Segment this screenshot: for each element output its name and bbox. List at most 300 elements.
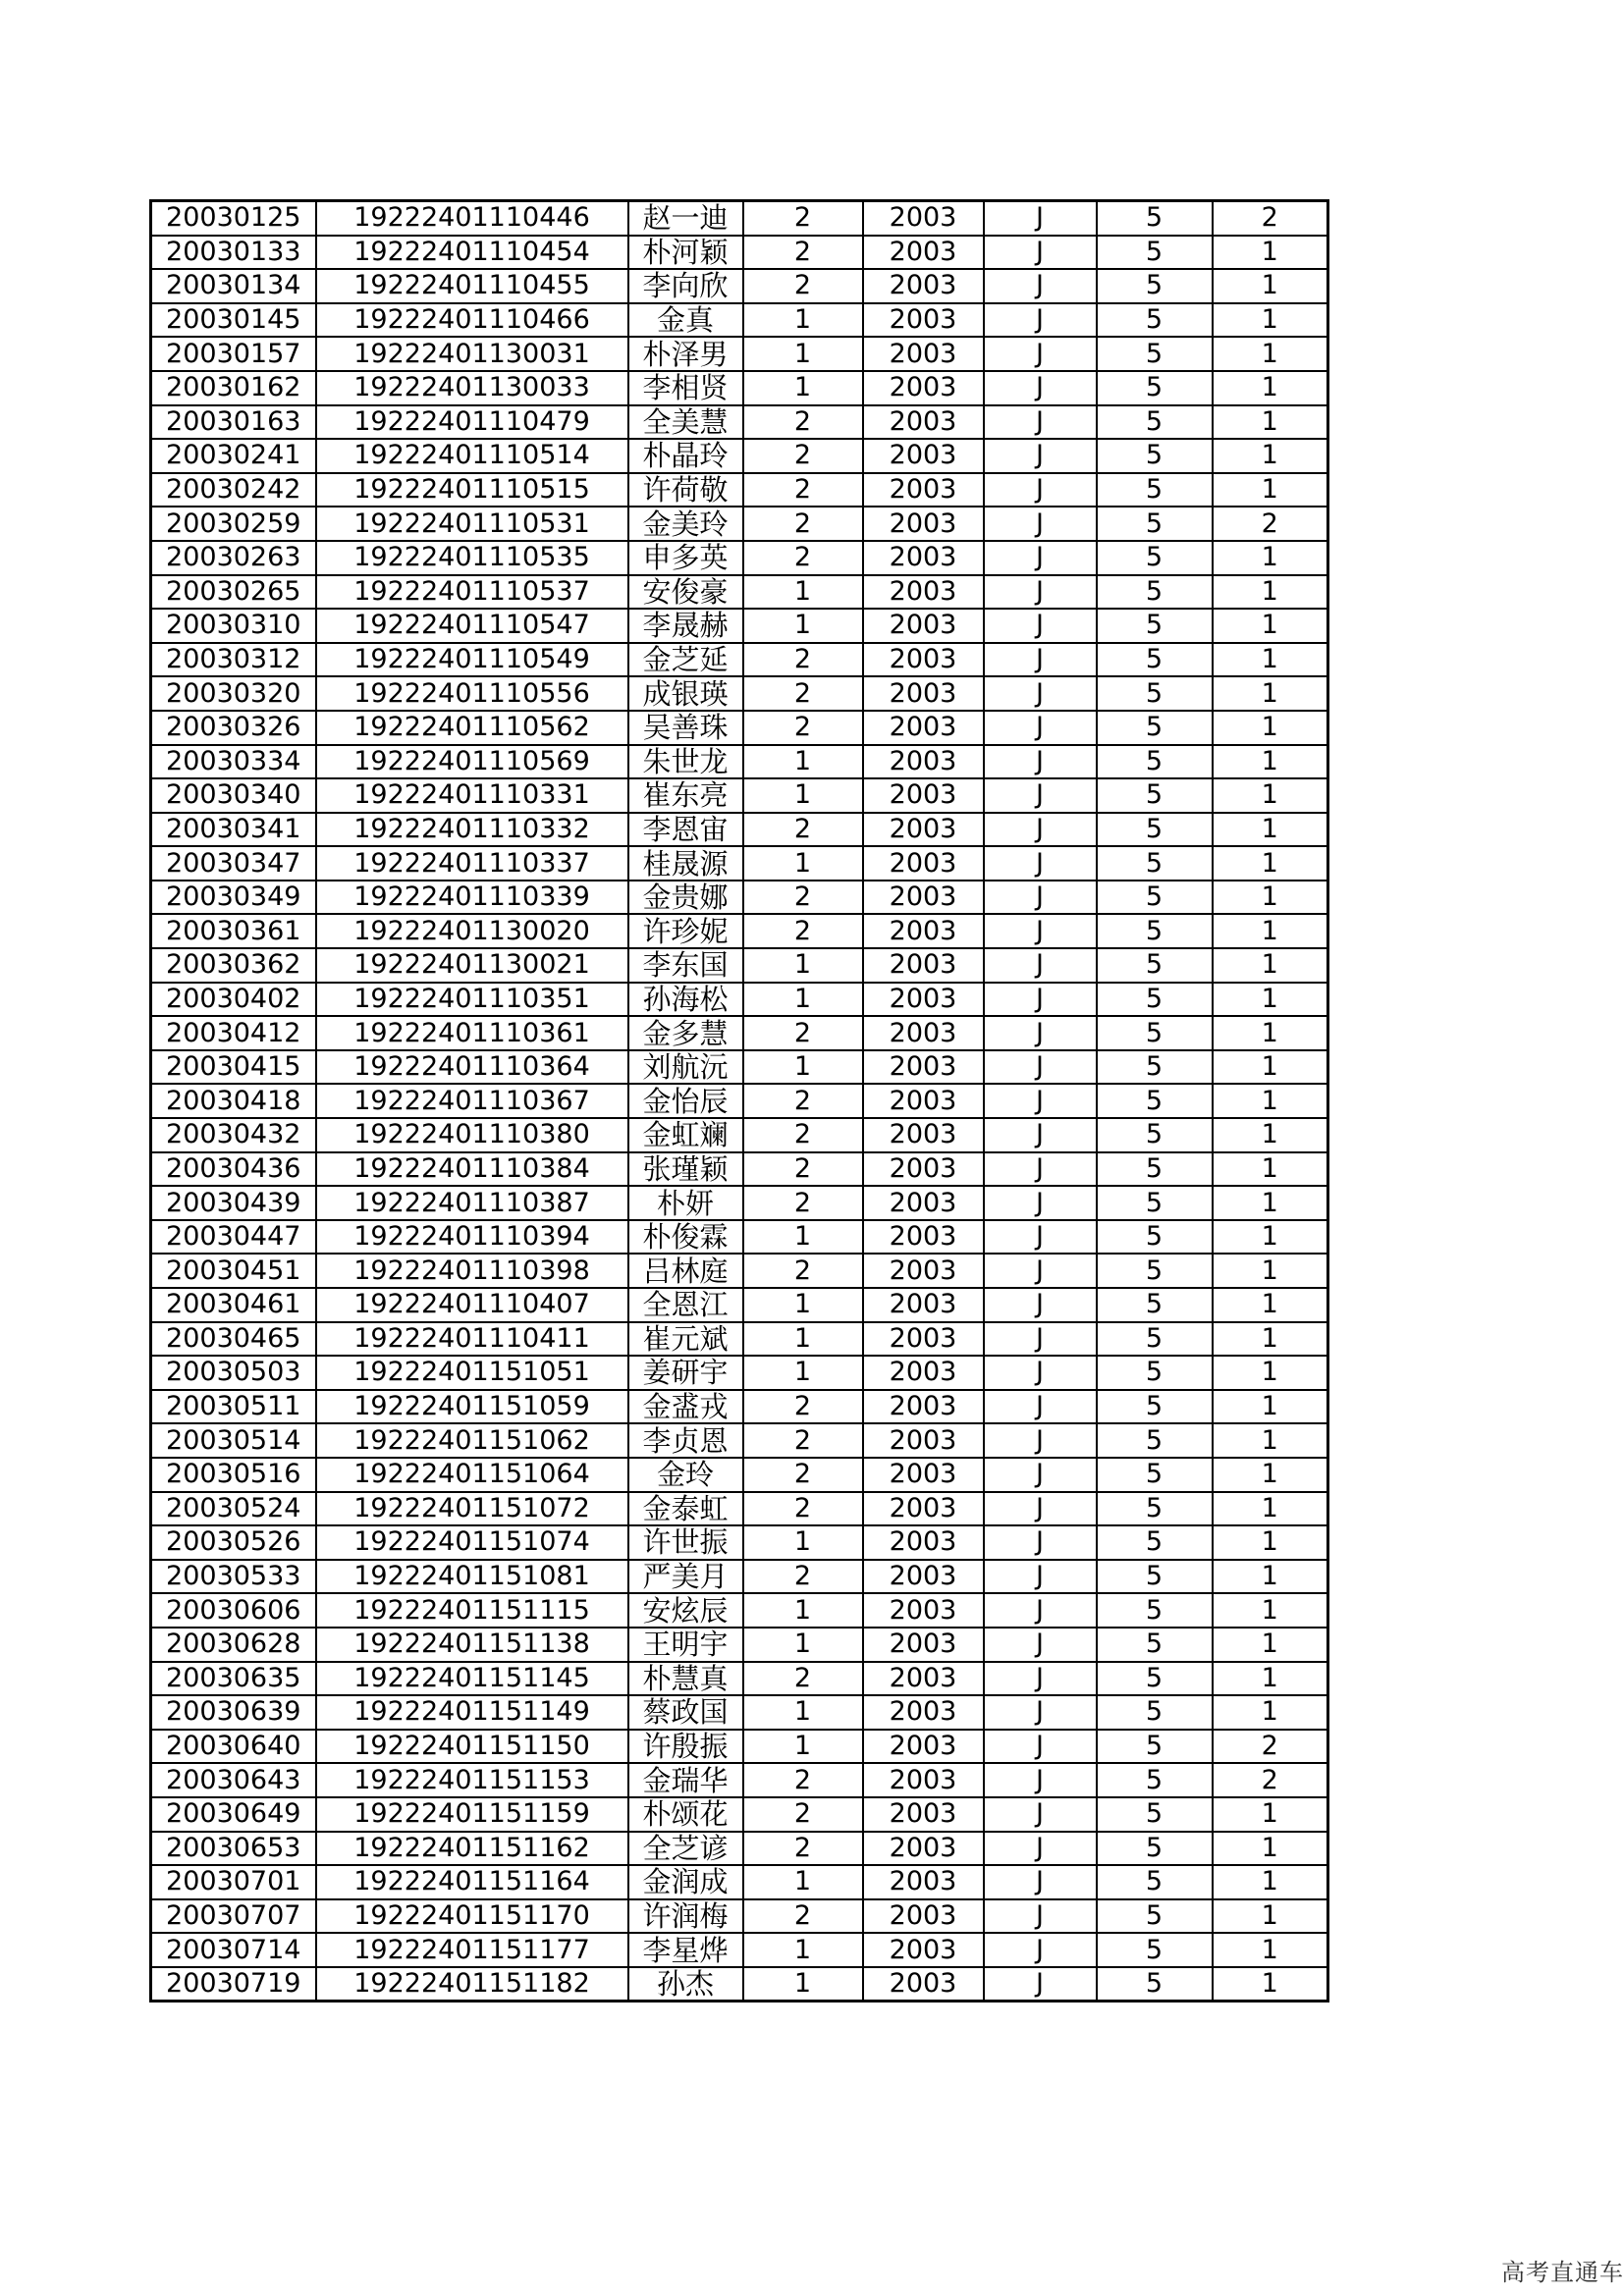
table-row (151, 337, 1328, 371)
table-row (151, 1356, 1328, 1390)
flag-cell: 1 (1213, 439, 1328, 473)
flag-cell: 1 (1213, 269, 1328, 303)
code-cell: 5 (1097, 1628, 1213, 1662)
code-cell: 5 (1097, 1084, 1213, 1118)
candidate-no-cell: 19222401151074 (316, 1525, 628, 1560)
candidate-no-cell: 19222401110384 (316, 1152, 628, 1187)
candidate-no-cell: 19222401110351 (316, 983, 628, 1017)
table-row (151, 1593, 1328, 1628)
candidate-no-cell: 19222401110556 (316, 676, 628, 711)
type-cell: J (984, 1832, 1097, 1866)
candidate-no-cell: 19222401110549 (316, 643, 628, 677)
footer-watermark: 高考直通车 (1501, 2259, 1624, 2286)
name-cell: 朴颂花 (628, 1797, 743, 1832)
exam-no-cell: 20030516 (151, 1458, 316, 1492)
type-cell: J (984, 1628, 1097, 1662)
name-cell: 孙杰 (628, 1967, 743, 2002)
flag-cell: 1 (1213, 1186, 1328, 1220)
type-cell: J (984, 881, 1097, 915)
flag-cell: 1 (1213, 948, 1328, 983)
candidate-no-cell: 19222401130021 (316, 948, 628, 983)
flag-cell: 1 (1213, 405, 1328, 440)
table-row (151, 201, 1328, 236)
type-cell: J (984, 1560, 1097, 1594)
year-cell: 2003 (863, 1084, 984, 1118)
flag-cell: 1 (1213, 711, 1328, 745)
flag-cell: 1 (1213, 1423, 1328, 1458)
exam-no-cell: 20030635 (151, 1662, 316, 1696)
type-cell: J (984, 201, 1097, 236)
code-cell: 5 (1097, 405, 1213, 440)
type-cell: J (984, 507, 1097, 541)
flag-cell: 1 (1213, 609, 1328, 643)
flag-cell: 2 (1213, 1763, 1328, 1797)
name-cell: 李晟赫 (628, 609, 743, 643)
table-row (151, 1797, 1328, 1832)
name-cell: 蔡政国 (628, 1695, 743, 1730)
exam-no-cell: 20030133 (151, 236, 316, 270)
code-cell: 5 (1097, 676, 1213, 711)
gender-cell: 2 (743, 1016, 863, 1050)
table-row (151, 507, 1328, 541)
name-cell: 崔元斌 (628, 1322, 743, 1357)
table-row (151, 1458, 1328, 1492)
name-cell: 金真 (628, 303, 743, 338)
type-cell: J (984, 983, 1097, 1017)
exam-no-cell: 20030511 (151, 1390, 316, 1424)
exam-no-cell: 20030503 (151, 1356, 316, 1390)
name-cell: 金瑞华 (628, 1763, 743, 1797)
exam-no-cell: 20030461 (151, 1288, 316, 1322)
table-row (151, 1186, 1328, 1220)
year-cell: 2003 (863, 1423, 984, 1458)
flag-cell: 2 (1213, 1730, 1328, 1764)
flag-cell: 1 (1213, 1593, 1328, 1628)
table-row (151, 1967, 1328, 2002)
name-cell: 全芝谚 (628, 1832, 743, 1866)
type-cell: J (984, 1390, 1097, 1424)
exam-no-cell: 20030347 (151, 846, 316, 881)
exam-no-cell: 20030263 (151, 541, 316, 575)
type-cell: J (984, 711, 1097, 745)
type-cell: J (984, 914, 1097, 948)
gender-cell: 2 (743, 1186, 863, 1220)
gender-cell: 2 (743, 1390, 863, 1424)
flag-cell: 1 (1213, 1084, 1328, 1118)
year-cell: 2003 (863, 1390, 984, 1424)
table-row (151, 1254, 1328, 1288)
candidate-no-cell: 19222401110531 (316, 507, 628, 541)
table-row (151, 1662, 1328, 1696)
name-cell: 赵一迪 (628, 201, 743, 236)
code-cell: 5 (1097, 1322, 1213, 1357)
name-cell: 李东国 (628, 948, 743, 983)
name-cell: 全美慧 (628, 405, 743, 440)
gender-cell: 1 (743, 371, 863, 405)
exam-no-cell: 20030432 (151, 1118, 316, 1152)
code-cell: 5 (1097, 745, 1213, 779)
type-cell: J (984, 1865, 1097, 1899)
name-cell: 严美月 (628, 1560, 743, 1594)
exam-no-cell: 20030349 (151, 881, 316, 915)
exam-no-cell: 20030606 (151, 1593, 316, 1628)
flag-cell: 1 (1213, 813, 1328, 847)
candidate-no-cell: 19222401151170 (316, 1899, 628, 1934)
code-cell: 5 (1097, 948, 1213, 983)
candidate-no-cell: 19222401110562 (316, 711, 628, 745)
table-row (151, 1423, 1328, 1458)
name-cell: 李向欣 (628, 269, 743, 303)
type-cell: J (984, 1662, 1097, 1696)
code-cell: 5 (1097, 609, 1213, 643)
table-row (151, 881, 1328, 915)
table-row (151, 473, 1328, 507)
exam-no-cell: 20030361 (151, 914, 316, 948)
flag-cell: 1 (1213, 1050, 1328, 1085)
gender-cell: 1 (743, 1050, 863, 1085)
exam-no-cell: 20030412 (151, 1016, 316, 1050)
flag-cell: 1 (1213, 1525, 1328, 1560)
exam-no-cell: 20030649 (151, 1797, 316, 1832)
code-cell: 5 (1097, 1763, 1213, 1797)
code-cell: 5 (1097, 473, 1213, 507)
candidate-no-cell: 19222401151164 (316, 1865, 628, 1899)
gender-cell: 2 (743, 1084, 863, 1118)
candidate-no-cell: 19222401151059 (316, 1390, 628, 1424)
code-cell: 5 (1097, 1967, 1213, 2002)
table-row (151, 1016, 1328, 1050)
year-cell: 2003 (863, 1899, 984, 1934)
candidate-no-cell: 19222401151145 (316, 1662, 628, 1696)
exam-no-cell: 20030259 (151, 507, 316, 541)
candidate-no-cell: 19222401151150 (316, 1730, 628, 1764)
flag-cell: 1 (1213, 1628, 1328, 1662)
table-row (151, 983, 1328, 1017)
year-cell: 2003 (863, 1525, 984, 1560)
gender-cell: 2 (743, 1832, 863, 1866)
candidate-no-cell: 19222401110394 (316, 1220, 628, 1255)
table-row (151, 1695, 1328, 1730)
candidate-no-cell: 19222401151159 (316, 1797, 628, 1832)
table-row (151, 269, 1328, 303)
type-cell: J (984, 609, 1097, 643)
table-row (151, 609, 1328, 643)
table-row (151, 236, 1328, 270)
type-cell: J (984, 1220, 1097, 1255)
candidate-no-cell: 19222401110514 (316, 439, 628, 473)
table-row (151, 676, 1328, 711)
exam-no-cell: 20030719 (151, 1967, 316, 2002)
year-cell: 2003 (863, 507, 984, 541)
table-row (151, 575, 1328, 610)
code-cell: 5 (1097, 846, 1213, 881)
gender-cell: 1 (743, 1322, 863, 1357)
gender-cell: 1 (743, 337, 863, 371)
flag-cell: 1 (1213, 983, 1328, 1017)
candidate-no-cell: 19222401130033 (316, 371, 628, 405)
exam-no-cell: 20030628 (151, 1628, 316, 1662)
year-cell: 2003 (863, 948, 984, 983)
exam-no-cell: 20030418 (151, 1084, 316, 1118)
table-row (151, 1832, 1328, 1866)
gender-cell: 2 (743, 541, 863, 575)
name-cell: 朴晶玲 (628, 439, 743, 473)
flag-cell: 1 (1213, 745, 1328, 779)
year-cell: 2003 (863, 371, 984, 405)
year-cell: 2003 (863, 1492, 984, 1526)
type-cell: J (984, 1593, 1097, 1628)
table-row (151, 745, 1328, 779)
name-cell: 朴泽男 (628, 337, 743, 371)
candidate-no-cell: 19222401130020 (316, 914, 628, 948)
code-cell: 5 (1097, 1186, 1213, 1220)
type-cell: J (984, 1423, 1097, 1458)
gender-cell: 1 (743, 1695, 863, 1730)
code-cell: 5 (1097, 1458, 1213, 1492)
name-cell: 朴妍 (628, 1186, 743, 1220)
type-cell: J (984, 1050, 1097, 1085)
year-cell: 2003 (863, 236, 984, 270)
candidate-no-cell: 19222401151072 (316, 1492, 628, 1526)
year-cell: 2003 (863, 473, 984, 507)
name-cell: 安炫辰 (628, 1593, 743, 1628)
type-cell: J (984, 439, 1097, 473)
exam-no-cell: 20030157 (151, 337, 316, 371)
code-cell: 5 (1097, 1933, 1213, 1967)
year-cell: 2003 (863, 1016, 984, 1050)
exam-no-cell: 20030320 (151, 676, 316, 711)
type-cell: J (984, 269, 1097, 303)
candidate-no-cell: 19222401110537 (316, 575, 628, 610)
candidate-no-cell: 19222401110479 (316, 405, 628, 440)
name-cell: 许殷振 (628, 1730, 743, 1764)
table-row (151, 405, 1328, 440)
flag-cell: 1 (1213, 881, 1328, 915)
candidate-no-cell: 19222401151153 (316, 1763, 628, 1797)
type-cell: J (984, 846, 1097, 881)
gender-cell: 1 (743, 1288, 863, 1322)
code-cell: 5 (1097, 1832, 1213, 1866)
code-cell: 5 (1097, 507, 1213, 541)
gender-cell: 2 (743, 236, 863, 270)
code-cell: 5 (1097, 439, 1213, 473)
candidate-no-cell: 19222401110455 (316, 269, 628, 303)
year-cell: 2003 (863, 1356, 984, 1390)
table-row (151, 1288, 1328, 1322)
table-row (151, 1763, 1328, 1797)
candidate-no-cell: 19222401110466 (316, 303, 628, 338)
code-cell: 5 (1097, 575, 1213, 610)
year-cell: 2003 (863, 1832, 984, 1866)
table-row (151, 1390, 1328, 1424)
year-cell: 2003 (863, 575, 984, 610)
exam-no-cell: 20030439 (151, 1186, 316, 1220)
candidate-no-cell: 19222401110398 (316, 1254, 628, 1288)
type-cell: J (984, 405, 1097, 440)
type-cell: J (984, 1186, 1097, 1220)
year-cell: 2003 (863, 201, 984, 236)
flag-cell: 1 (1213, 1492, 1328, 1526)
code-cell: 5 (1097, 778, 1213, 813)
type-cell: J (984, 813, 1097, 847)
name-cell: 金怡辰 (628, 1084, 743, 1118)
code-cell: 5 (1097, 201, 1213, 236)
code-cell: 5 (1097, 1152, 1213, 1187)
candidate-no-cell: 19222401110446 (316, 201, 628, 236)
flag-cell: 1 (1213, 575, 1328, 610)
flag-cell: 1 (1213, 1899, 1328, 1934)
flag-cell: 2 (1213, 507, 1328, 541)
table-row (151, 371, 1328, 405)
type-cell: J (984, 575, 1097, 610)
table-row (151, 1220, 1328, 1255)
type-cell: J (984, 337, 1097, 371)
flag-cell: 1 (1213, 541, 1328, 575)
table-row (151, 778, 1328, 813)
year-cell: 2003 (863, 1933, 984, 1967)
candidate-no-cell: 19222401110331 (316, 778, 628, 813)
year-cell: 2003 (863, 711, 984, 745)
year-cell: 2003 (863, 269, 984, 303)
candidate-no-cell: 19222401110367 (316, 1084, 628, 1118)
flag-cell: 1 (1213, 1220, 1328, 1255)
exam-no-cell: 20030447 (151, 1220, 316, 1255)
gender-cell: 1 (743, 1730, 863, 1764)
name-cell: 李恩宙 (628, 813, 743, 847)
gender-cell: 1 (743, 983, 863, 1017)
name-cell: 许润梅 (628, 1899, 743, 1934)
gender-cell: 1 (743, 1967, 863, 2002)
candidate-no-cell: 19222401110411 (316, 1322, 628, 1357)
code-cell: 5 (1097, 337, 1213, 371)
gender-cell: 2 (743, 1899, 863, 1934)
year-cell: 2003 (863, 1186, 984, 1220)
exam-no-cell: 20030465 (151, 1322, 316, 1357)
code-cell: 5 (1097, 1865, 1213, 1899)
flag-cell: 1 (1213, 303, 1328, 338)
type-cell: J (984, 371, 1097, 405)
candidate-no-cell: 19222401110535 (316, 541, 628, 575)
year-cell: 2003 (863, 1797, 984, 1832)
year-cell: 2003 (863, 676, 984, 711)
type-cell: J (984, 643, 1097, 677)
year-cell: 2003 (863, 813, 984, 847)
type-cell: J (984, 1356, 1097, 1390)
exam-no-cell: 20030514 (151, 1423, 316, 1458)
type-cell: J (984, 1322, 1097, 1357)
code-cell: 5 (1097, 1016, 1213, 1050)
year-cell: 2003 (863, 1628, 984, 1662)
type-cell: J (984, 676, 1097, 711)
candidate-no-cell: 19222401110387 (316, 1186, 628, 1220)
name-cell: 朴慧真 (628, 1662, 743, 1696)
exam-no-cell: 20030163 (151, 405, 316, 440)
name-cell: 金贵娜 (628, 881, 743, 915)
candidate-no-cell: 19222401110332 (316, 813, 628, 847)
code-cell: 5 (1097, 813, 1213, 847)
gender-cell: 2 (743, 1662, 863, 1696)
flag-cell: 1 (1213, 1933, 1328, 1967)
name-cell: 朴河颖 (628, 236, 743, 270)
year-cell: 2003 (863, 983, 984, 1017)
table-body (151, 201, 1328, 2002)
name-cell: 吴善珠 (628, 711, 743, 745)
year-cell: 2003 (863, 1560, 984, 1594)
code-cell: 5 (1097, 1390, 1213, 1424)
exam-no-cell: 20030310 (151, 609, 316, 643)
year-cell: 2003 (863, 337, 984, 371)
code-cell: 5 (1097, 1899, 1213, 1934)
code-cell: 5 (1097, 1050, 1213, 1085)
gender-cell: 2 (743, 914, 863, 948)
year-cell: 2003 (863, 1254, 984, 1288)
flag-cell: 1 (1213, 676, 1328, 711)
flag-cell: 1 (1213, 1695, 1328, 1730)
year-cell: 2003 (863, 1695, 984, 1730)
exam-no-cell: 20030145 (151, 303, 316, 338)
exam-no-cell: 20030312 (151, 643, 316, 677)
type-cell: J (984, 1933, 1097, 1967)
gender-cell: 1 (743, 1865, 863, 1899)
name-cell: 桂晟源 (628, 846, 743, 881)
table-row (151, 711, 1328, 745)
exam-no-cell: 20030436 (151, 1152, 316, 1187)
flag-cell: 1 (1213, 1016, 1328, 1050)
name-cell: 孙海松 (628, 983, 743, 1017)
exam-no-cell: 20030341 (151, 813, 316, 847)
exam-no-cell: 20030415 (151, 1050, 316, 1085)
candidate-no-cell: 19222401110361 (316, 1016, 628, 1050)
code-cell: 5 (1097, 1492, 1213, 1526)
name-cell: 成银瑛 (628, 676, 743, 711)
name-cell: 安俊豪 (628, 575, 743, 610)
exam-no-cell: 20030162 (151, 371, 316, 405)
exam-no-cell: 20030707 (151, 1899, 316, 1934)
exam-no-cell: 20030526 (151, 1525, 316, 1560)
year-cell: 2003 (863, 1322, 984, 1357)
exam-no-cell: 20030334 (151, 745, 316, 779)
flag-cell: 1 (1213, 1832, 1328, 1866)
admission-list-table (149, 199, 1329, 2002)
code-cell: 5 (1097, 541, 1213, 575)
flag-cell: 1 (1213, 1322, 1328, 1357)
type-cell: J (984, 1152, 1097, 1187)
gender-cell: 1 (743, 1628, 863, 1662)
name-cell: 金润成 (628, 1865, 743, 1899)
code-cell: 5 (1097, 303, 1213, 338)
exam-no-cell: 20030639 (151, 1695, 316, 1730)
candidate-no-cell: 19222401110547 (316, 609, 628, 643)
name-cell: 金玲 (628, 1458, 743, 1492)
year-cell: 2003 (863, 846, 984, 881)
table-row (151, 1050, 1328, 1085)
table-row (151, 948, 1328, 983)
type-cell: J (984, 1525, 1097, 1560)
exam-no-cell: 20030125 (151, 201, 316, 236)
year-cell: 2003 (863, 1288, 984, 1322)
gender-cell: 1 (743, 1525, 863, 1560)
gender-cell: 1 (743, 1593, 863, 1628)
type-cell: J (984, 1967, 1097, 2002)
exam-no-cell: 20030653 (151, 1832, 316, 1866)
type-cell: J (984, 1763, 1097, 1797)
type-cell: J (984, 948, 1097, 983)
name-cell: 吕林庭 (628, 1254, 743, 1288)
gender-cell: 2 (743, 405, 863, 440)
exam-no-cell: 20030265 (151, 575, 316, 610)
candidate-no-cell: 19222401151081 (316, 1560, 628, 1594)
gender-cell: 2 (743, 643, 863, 677)
